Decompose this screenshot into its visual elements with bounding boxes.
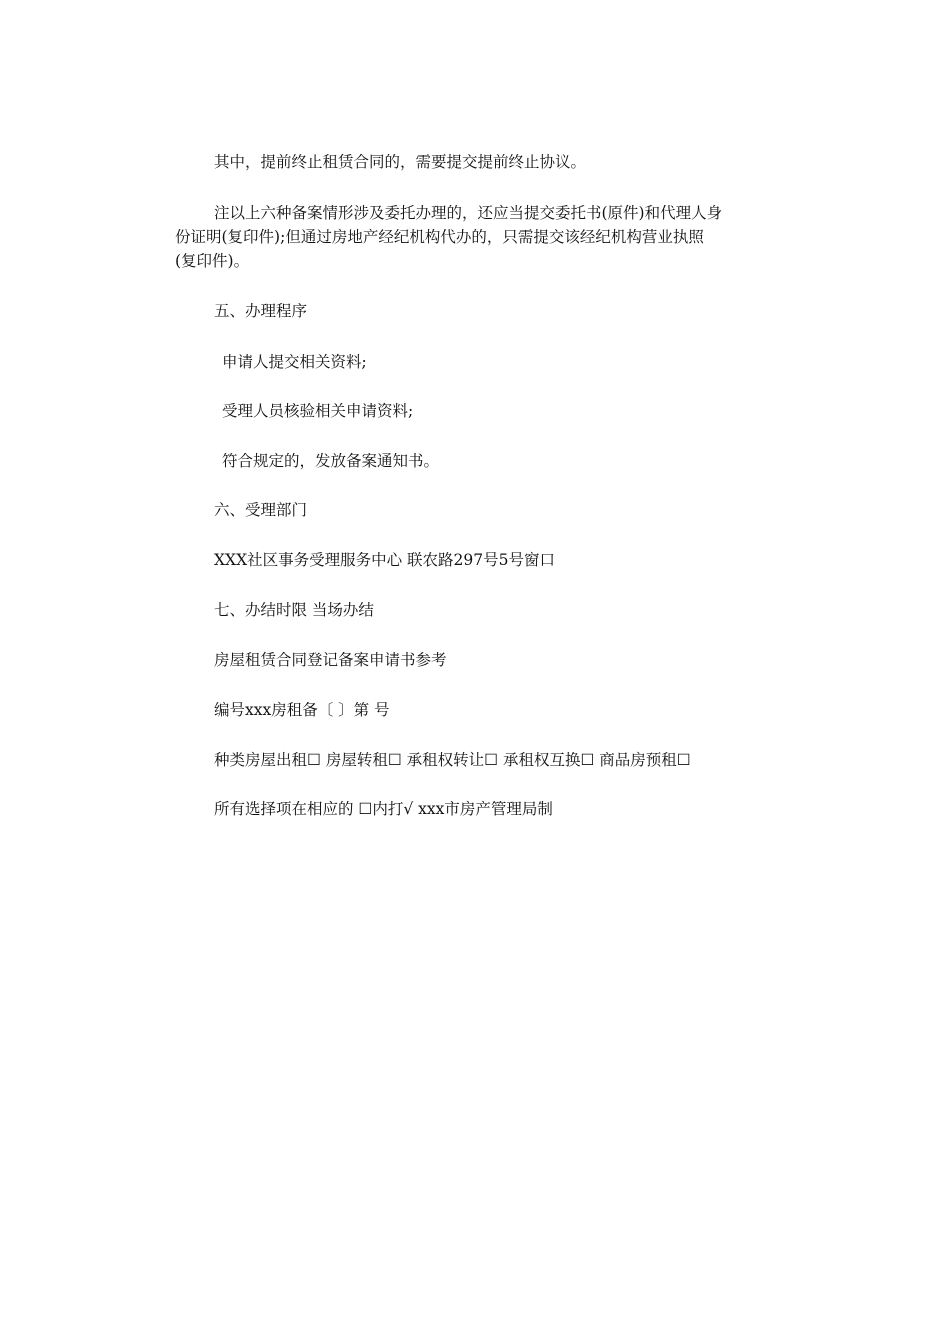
paragraph-delegation-note-line-2: 份证明(复印件);但通过房地产经纪机构代办的，只需提交该经纪机构营业执照 — [175, 228, 704, 246]
form-instruction-line: 所有选择项在相应的 ☐内打√ xxx市房产管理局制 — [214, 800, 553, 818]
procedure-step-1: 申请人提交相关资料; — [222, 353, 367, 371]
section-heading-procedure: 五、办理程序 — [214, 302, 308, 320]
paragraph-early-termination: 其中，提前终止租赁合同的，需要提交提前终止协议。 — [214, 153, 587, 171]
paragraph-delegation-note-line-3: (复印件)。 — [175, 252, 250, 270]
form-number-line: 编号xxx房租备〔 〕第 号 — [214, 701, 390, 719]
form-category-options: 种类房屋出租☐ 房屋转租☐ 承租权转让☐ 承租权互换☐ 商品房预租☐ — [214, 751, 691, 769]
section-heading-time-limit: 七、办结时限 当场办结 — [214, 601, 374, 619]
section-heading-department: 六、受理部门 — [214, 501, 308, 519]
paragraph-delegation-note-line-1: 注以上六种备案情形涉及委托办理的，还应当提交委托书(原件)和代理人身 — [214, 204, 723, 222]
application-form-title: 房屋租赁合同登记备案申请书参考 — [214, 651, 447, 669]
procedure-step-2: 受理人员核验相关申请资料; — [222, 402, 414, 420]
paragraph-delegation-note — [175, 201, 774, 273]
department-address: XXX社区事务受理服务中心 联农路297号5号窗口 — [214, 551, 555, 569]
procedure-step-3: 符合规定的，发放备案通知书。 — [222, 452, 440, 470]
